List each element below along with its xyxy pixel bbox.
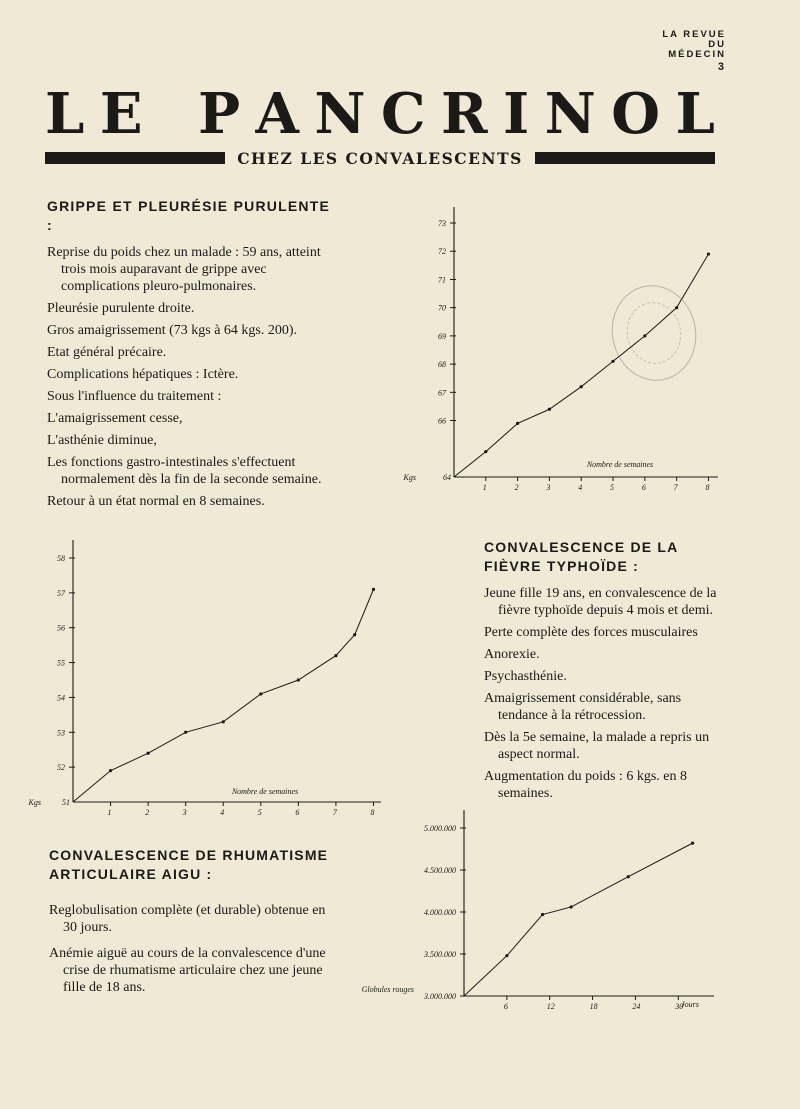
- y-tick-label: 5.000.000: [424, 824, 456, 833]
- subtitle: CHEZ LES CONVALESCENTS: [237, 148, 523, 168]
- page-title: [45, 81, 715, 147]
- y-tick-label: 58: [57, 554, 65, 563]
- data-point: [541, 913, 544, 916]
- data-point: [372, 588, 375, 591]
- x-tick-label: 18: [589, 1002, 598, 1011]
- journal-name-line-3: MÉDECIN: [668, 49, 726, 60]
- x-tick-label: 12: [546, 1002, 555, 1011]
- title-letter: N: [544, 81, 596, 147]
- data-point: [627, 875, 630, 878]
- x-tick-label: 6: [295, 808, 300, 817]
- title-letter: L: [675, 81, 715, 147]
- x-tick-label: 7: [332, 808, 337, 817]
- paragraph: Les fonctions gastro-intestinales s'effectuent normalement dès la fin de la seconde semaine.: [47, 455, 322, 487]
- x-tick-label: 3: [182, 808, 187, 817]
- y-tick-label: 68: [438, 360, 446, 370]
- journal-name-line-2: DU: [708, 39, 726, 50]
- paragraph: Psychasthénie.: [484, 669, 567, 684]
- x-axis-label: Jours: [681, 1000, 699, 1009]
- x-tick-label: 2: [514, 483, 519, 492]
- x-axis-label: Nombre de semaines: [586, 460, 654, 469]
- paragraph: L'amaigrissement cesse,: [47, 411, 183, 426]
- journal-masthead: [662, 30, 726, 72]
- data-point: [259, 692, 262, 695]
- paragraph: Anorexie.: [484, 647, 540, 662]
- x-tick-label: 24: [632, 1002, 641, 1011]
- y-tick-label: 51: [62, 798, 70, 807]
- paragraph: Reprise du poids chez un malade : 59 ans, atteint trois mois auparavant de grippe avec complications pleuro-pulmonaires.: [47, 245, 321, 294]
- data-point: [611, 360, 614, 363]
- paragraph: Perte complète des forces musculaires: [484, 625, 698, 640]
- journal-name-line-1: LA REVUE: [662, 29, 726, 40]
- title-letter: N: [314, 81, 366, 147]
- title-letter: L: [45, 81, 85, 147]
- y-axis-label: Globules rouges: [361, 985, 414, 994]
- title-letter: I: [503, 81, 530, 147]
- section-heading: CONVALESCENCE DE LA FIÈVRE TYPHOÏDE :: [484, 539, 678, 574]
- x-tick-label: 2: [145, 808, 150, 817]
- paragraph: Jeune fille 19 ans, en convalescence de la fièvre typhoïde depuis 4 mois et demi.: [484, 586, 717, 618]
- data-point: [691, 842, 694, 845]
- paragraph: L'asthénie diminue,: [47, 433, 157, 448]
- y-tick-label: 4.500.000: [424, 866, 456, 875]
- y-tick-label: 66: [438, 416, 446, 426]
- data-point: [580, 385, 583, 388]
- data-point: [109, 769, 112, 772]
- data-point: [548, 408, 551, 411]
- x-tick-label: 6: [503, 1002, 508, 1011]
- title-letter: P: [197, 81, 241, 147]
- x-tick-label: 1: [482, 483, 487, 492]
- section-grippe: [47, 197, 330, 510]
- y-tick-label: 52: [57, 763, 65, 773]
- y-axis-label: Kgs: [403, 473, 416, 482]
- y-tick-label: 4.000.000: [424, 908, 456, 917]
- y-tick-label: 53: [57, 728, 65, 738]
- paragraph: Sous l'influence du traitement :: [47, 389, 222, 404]
- y-tick-label: 71: [438, 275, 446, 285]
- x-tick-label: 4: [220, 808, 225, 817]
- y-tick-label: 73: [438, 219, 446, 228]
- y-axis-label: Kgs: [28, 798, 41, 807]
- data-point: [147, 752, 150, 755]
- decorative-rule: [535, 152, 715, 164]
- x-tick-label: 3: [546, 483, 551, 492]
- x-tick-label: 5: [257, 808, 262, 817]
- y-tick-label: 57: [57, 588, 65, 598]
- paragraph: Pleurésie purulente droite.: [47, 301, 195, 316]
- y-tick-label: 67: [438, 388, 446, 398]
- x-tick-label: 8: [705, 483, 710, 492]
- paragraph: Etat général précaire.: [47, 345, 167, 360]
- data-point: [484, 450, 487, 453]
- data-point: [707, 252, 710, 255]
- y-tick-label: 55: [57, 658, 65, 668]
- paragraph: Retour à un état normal en 8 semaines.: [47, 494, 265, 509]
- paragraph: Gros amaigrissement (73 kgs à 64 kgs. 200).: [47, 323, 298, 338]
- x-tick-label: 6: [641, 483, 646, 492]
- x-tick-label: 1: [107, 808, 112, 817]
- y-tick-label: 64: [443, 473, 451, 482]
- subtitle-banner: [45, 148, 715, 168]
- section-rhumatisme: [49, 846, 339, 996]
- x-tick-label: 8: [370, 808, 375, 817]
- data-point: [516, 422, 519, 425]
- title-letter: R: [441, 81, 488, 147]
- section-heading: GRIPPE ET PLEURÉSIE PURULENTE :: [47, 198, 330, 233]
- y-tick-label: 70: [438, 303, 446, 313]
- data-point: [570, 905, 573, 908]
- paragraph: Dès la 5e semaine, la malade a repris un aspect normal.: [484, 730, 710, 762]
- series-line: [464, 843, 693, 996]
- paragraph: Reglobulisation complète (et durable) obtenue en 30 jours.: [49, 903, 326, 935]
- paragraph: Anémie aiguë au cours de la convalescence d'une crise de rhumatisme articulaire chez une jeune fille de 18 ans.: [49, 946, 326, 995]
- x-tick-label: 4: [578, 483, 583, 492]
- data-point: [222, 720, 225, 723]
- y-tick-label: 56: [57, 623, 65, 633]
- title-letter: O: [611, 81, 661, 147]
- paragraph: Augmentation du poids : 6 kgs. en 8 semaines.: [484, 769, 687, 801]
- x-tick-label: 30: [675, 1002, 684, 1011]
- globules-chart-rhumatisme: [361, 800, 730, 1020]
- x-axis-label: Nombre de semaines: [231, 787, 299, 796]
- x-tick-label: 7: [673, 483, 678, 492]
- y-tick-label: 54: [57, 693, 65, 703]
- title-letter: C: [381, 81, 426, 147]
- title-letter: E: [99, 81, 143, 147]
- y-tick-label: 69: [438, 331, 446, 341]
- section-typhoide: [484, 538, 718, 802]
- data-point: [505, 954, 508, 957]
- y-tick-label: 3.500.000: [424, 950, 456, 959]
- series-line: [73, 589, 373, 802]
- y-tick-label: 3.000.000: [424, 992, 456, 1001]
- data-point: [353, 633, 356, 636]
- y-tick-label: 72: [438, 247, 446, 257]
- decorative-rule: [45, 152, 225, 164]
- x-tick-label: 5: [610, 483, 615, 492]
- title-letter: A: [255, 81, 299, 147]
- paragraph: Complications hépatiques : Ictère.: [47, 367, 239, 382]
- paragraph: Amaigrissement considérable, sans tendance à la rétrocession.: [484, 691, 682, 723]
- data-point: [184, 731, 187, 734]
- section-heading: CONVALESCENCE DE RHUMATISME ARTICULAIRE AIGU :: [49, 847, 329, 882]
- data-point: [297, 678, 300, 681]
- page-number: 3: [717, 61, 726, 73]
- data-point: [334, 654, 337, 657]
- weight-chart-typhoide: [28, 532, 385, 832]
